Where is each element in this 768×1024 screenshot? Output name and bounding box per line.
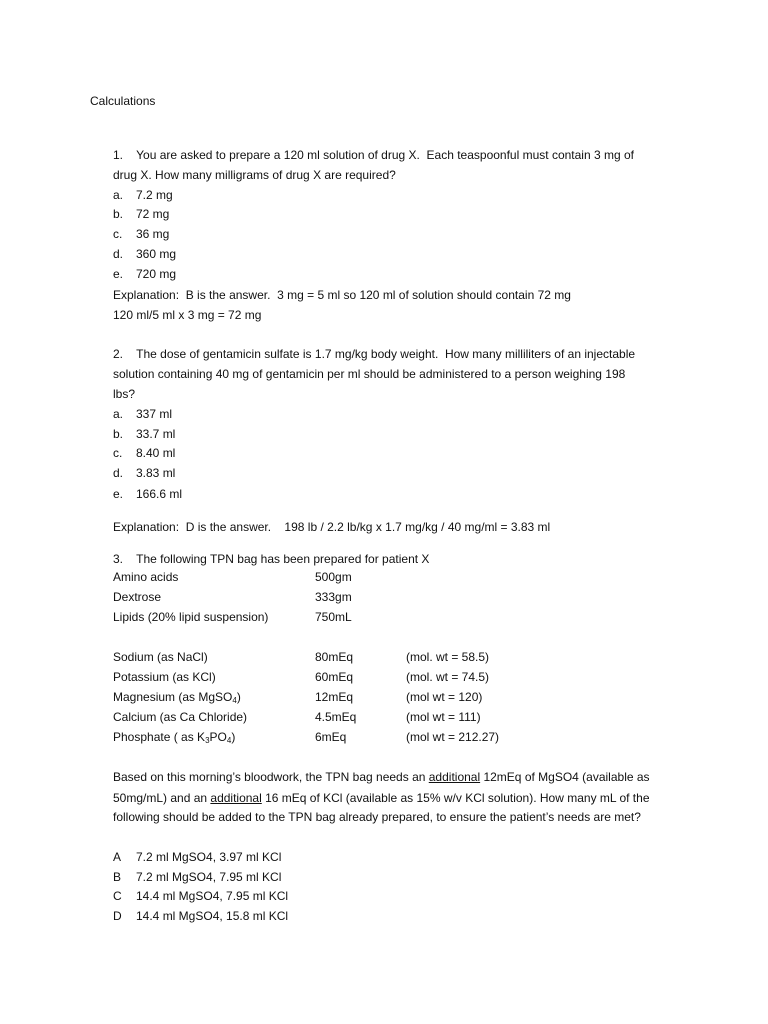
subscript: 4 <box>226 736 232 745</box>
tpn-electrolyte-molwt: (mol wt = 212.27) <box>406 730 500 744</box>
tpn-electrolyte-name: Calcium (as Ca Chloride) <box>113 710 248 724</box>
q3-option-d <box>113 906 288 926</box>
tpn-electrolyte-amount: 4.5mEq <box>315 710 357 724</box>
option-letter: a. <box>113 407 124 421</box>
option-text: 14.4 ml MgSO4, 7.95 ml KCl <box>136 889 289 903</box>
name-part: ) <box>236 690 241 704</box>
tpn-macro-amount: 500gm <box>315 570 352 584</box>
q2-option-b <box>113 424 175 444</box>
option-letter: A <box>113 850 122 864</box>
text-part: 50mg/mL) and an <box>113 791 211 805</box>
option-text: 3.83 ml <box>136 466 176 480</box>
tpn-electrolyte-amount: 6mEq <box>315 730 347 744</box>
option-text: 33.7 ml <box>136 427 176 441</box>
q1-option-c <box>113 224 169 244</box>
option-letter: c. <box>113 227 123 241</box>
option-letter: B <box>113 870 122 884</box>
option-letter: e. <box>113 487 124 501</box>
tpn-electrolyte-name <box>113 727 235 747</box>
option-text: 36 mg <box>136 227 170 241</box>
option-text: 14.4 ml MgSO4, 15.8 ml KCl <box>136 909 289 923</box>
tpn-electrolyte-molwt: (mol. wt = 58.5) <box>406 650 490 664</box>
q1-explanation-line2: 120 ml/5 ml x 3 mg = 72 mg <box>113 308 262 322</box>
text-part: 12mEq of MgSO4 (available as <box>480 770 650 784</box>
option-text: 166.6 ml <box>136 487 183 501</box>
option-letter: C <box>113 889 122 903</box>
question-1-text-line2: drug X. How many milligrams of drug X are required? <box>113 168 396 182</box>
q3-paragraph-line1 <box>113 767 650 787</box>
page-heading: Calculations <box>90 94 156 108</box>
q2-option-a <box>113 404 172 424</box>
tpn-electrolyte-molwt: (mol. wt = 74.5) <box>406 670 490 684</box>
option-letter: d. <box>113 466 124 480</box>
q2-option-d <box>113 463 175 483</box>
tpn-macro-name: Lipids (20% lipid suspension) <box>113 610 269 624</box>
subscript: 4 <box>232 696 237 705</box>
tpn-macro-amount: 750mL <box>315 610 352 624</box>
name-part: Phosphate ( as K <box>113 730 206 744</box>
q3-option-c <box>113 886 288 906</box>
question-2-text-line2: solution containing 40 mg of gentamicin per ml should be administered to a person weighing 198 <box>113 367 626 381</box>
q3-paragraph-line3: following should be added to the TPN bag already prepared, to ensure the patient’s needs are met? <box>113 810 641 824</box>
option-letter: b. <box>113 427 124 441</box>
tpn-macro-name: Dextrose <box>113 590 162 604</box>
name-part: ) <box>231 730 236 744</box>
question-1-text-line1: 1. You are asked to prepare a 120 ml solution of drug X. Each teaspoonful must contain 3 mg of <box>113 148 634 162</box>
q1-option-d <box>113 244 176 264</box>
tpn-electrolyte-molwt: (mol wt = 111) <box>406 710 481 724</box>
underlined-word: additional <box>210 791 262 805</box>
q1-explanation-line1: Explanation: B is the answer. 3 mg = 5 ml so 120 ml of solution should contain 72 mg <box>113 288 571 302</box>
q3-option-b <box>113 867 281 887</box>
option-text: 720 mg <box>136 267 177 281</box>
q1-option-e <box>113 264 176 284</box>
subscript: 3 <box>205 736 210 745</box>
tpn-electrolyte-molwt: (mol wt = 120) <box>406 690 483 704</box>
tpn-macro-amount: 333gm <box>315 590 352 604</box>
question-3-text-line1: 3. The following TPN bag has been prepared for patient X <box>113 552 430 566</box>
tpn-electrolyte-amount: 12mEq <box>315 690 354 704</box>
question-2-text-line3: lbs? <box>113 387 136 401</box>
option-letter: d. <box>113 247 124 261</box>
tpn-electrolyte-name <box>113 687 241 707</box>
tpn-electrolyte-amount: 60mEq <box>315 670 354 684</box>
underlined-word: additional <box>428 770 481 784</box>
q2-option-c <box>113 443 175 463</box>
q2-explanation: Explanation: D is the answer. 198 lb / 2.2 lb/kg x 1.7 mg/kg / 40 mg/ml = 3.83 ml <box>113 520 551 534</box>
option-text: 337 ml <box>136 407 173 421</box>
tpn-electrolyte-name: Potassium (as KCl) <box>113 670 216 684</box>
q3-option-a <box>113 847 281 867</box>
option-text: 7.2 mg <box>136 188 173 202</box>
name-part: PO <box>209 730 227 744</box>
question-2-text-line1: 2. The dose of gentamicin sulfate is 1.7 mg/kg body weight. How many milliliters of an injectable <box>113 347 636 361</box>
option-letter: a. <box>113 188 124 202</box>
option-text: 8.40 ml <box>136 446 176 460</box>
text-part: 16 mEq of KCl (available as 15% w/v KCl solution). How many mL of the <box>261 791 650 805</box>
tpn-electrolyte-name: Sodium (as NaCl) <box>113 650 208 664</box>
option-letter: e. <box>113 267 124 281</box>
option-text: 72 mg <box>136 207 170 221</box>
text-part: Based on this morning’s bloodwork, the TPN bag needs an <box>113 770 429 784</box>
option-letter: b. <box>113 207 124 221</box>
q1-option-b <box>113 204 169 224</box>
option-text: 360 mg <box>136 247 177 261</box>
name-part: Magnesium (as MgSO <box>113 690 233 704</box>
tpn-electrolyte-amount: 80mEq <box>315 650 354 664</box>
option-letter: c. <box>113 446 123 460</box>
tpn-macro-name: Amino acids <box>113 570 179 584</box>
option-letter: D <box>113 909 122 923</box>
q3-paragraph-line2 <box>113 788 650 808</box>
option-text: 7.2 ml MgSO4, 7.95 ml KCl <box>136 870 282 884</box>
option-text: 7.2 ml MgSO4, 3.97 ml KCl <box>136 850 282 864</box>
q2-option-e <box>113 484 182 504</box>
q1-option-a <box>113 185 173 205</box>
